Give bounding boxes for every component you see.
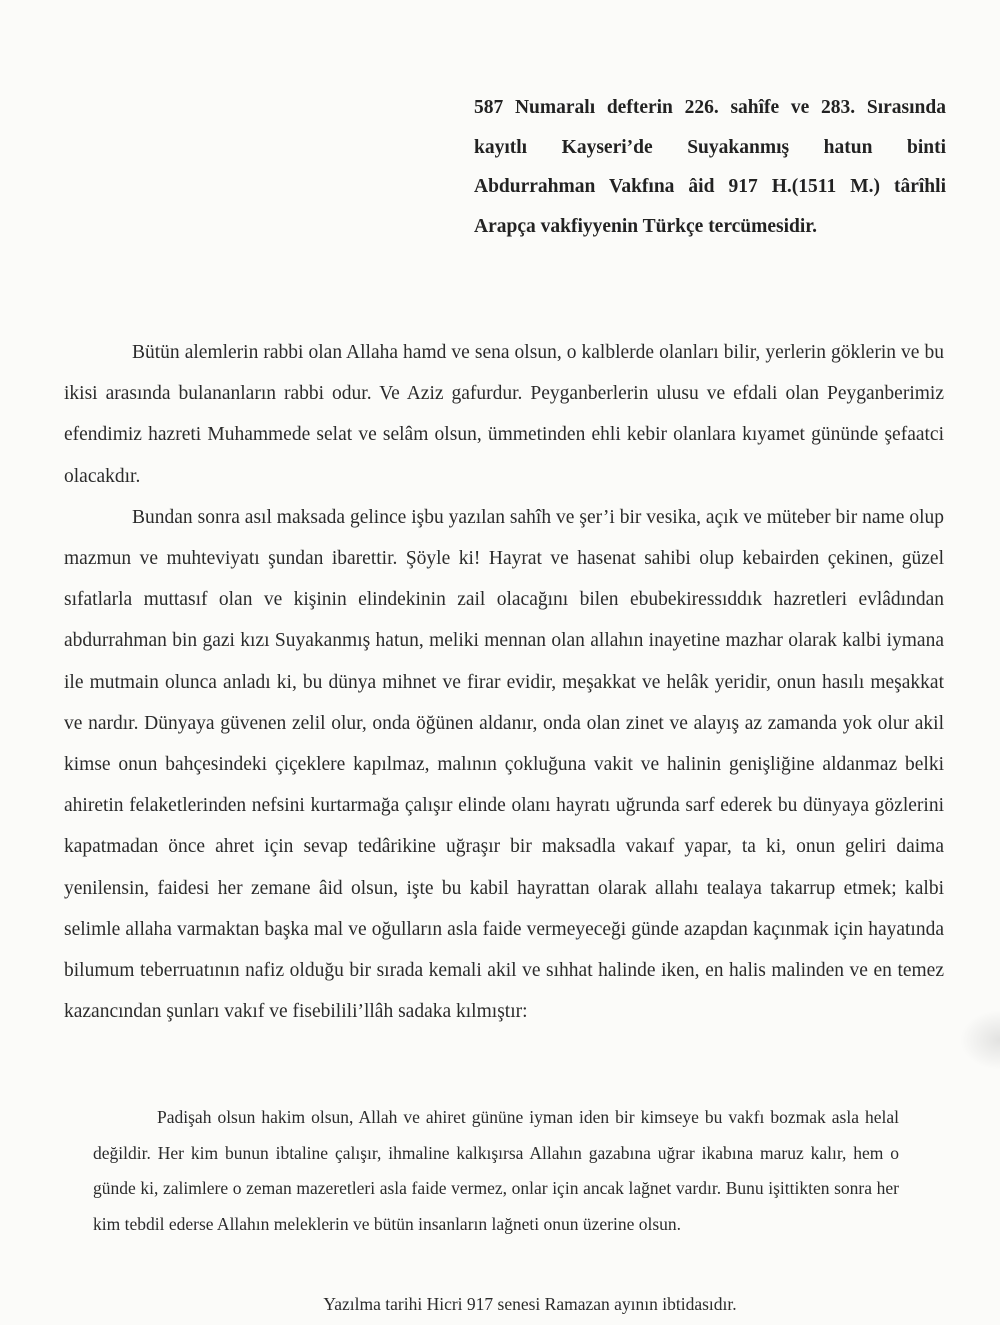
document-body <box>64 332 944 1032</box>
heading-text: 587 Numaralı defterin 226. sahîfe ve 283. Sırasında kayıtlı Kayseri’de Suyakanmış hatun binti Abdurrahman Vakfına âid 917 H.(1511 M.) târîhli Arapça vakfiyyenin Türkçe tercümesidir. <box>474 97 946 237</box>
curse-clause <box>93 1100 899 1242</box>
curse-clause-text: Padişah olsun hakim olsun, Allah ve ahiret gününe iyman iden bir kimseye bu vakfı bozmak asla helal değildir. Her kim bunun ibtaline çalışır, ihmaline kalkışırsa Allahın gazabına uğrar ikabına maruz kalır, hem o günde ki, zalimlere o zeman mazeretleri asla faide vermez, onlar için ancak lağnet vardır. Bunu işittikten sonra her kim tebdil ederse Allahın meleklerin ve bütün insanların lağneti onun üzerine olsun. <box>93 1107 899 1234</box>
body-paragraph-2: Bundan sonra asıl maksada gelince işbu yazılan sahîh ve şer’i bir vesika, açık ve müteber bir name olup mazmun ve muhteviyatı şundan ibarettir. Şöyle ki! Hayrat ve hasenat sahibi olup kebairden çekinen, güzel sıfatlarla muttasıf olan ve kişinin elindekinin zail olacağını bilen ebubekiressıddık hazretleri evlâdından abdurrahman bin gazi kızı Suyakanmış hatun, meliki mennan olan allahın inayetine mazhar olarak kalbi iymana ile mutmain olunca anladı ki, bu dünya mihnet ve firar evidir, meşakkat ve helâk yeridir, onun hasılı meşakkat ve nardır. Dünyaya güvenen zelil olur, onda öğünen aldanır, onda olan zinet ve alayış az zamanda yok olur akil kimse onun bahçesindeki çiçeklere kapılmaz, malının çokluğuna vakit ve halinin genişliğine aldanmaz belki ahiretin felaketlerinden nefsini kurtarmağa çalışır elinde olanı hayratı uğrunda sarf ederek bu dünyaya gözlerini kapatmadan önce ahret için sevap tedârikine uğraşır bir maksadla vakaıf yapar, ta ki, onun geliri daima yenilensin, faidesi her zemane âid olsun, işte bu kabil hayrattan olarak allahı tealaya takarrup etmek; kalbi selimle allaha varmaktan başka mal ve oğulların asla faide vermeyeceği günde azapdan kaçınmak için hayatında bilumum teberruatının nafiz olduğu bir sırada kemali akil ve sıhhat halinde iken, en halis malinden ve en temez kazancından şunları vakıf ve fisebilili’llâh sadaka kılmıştır: <box>64 506 944 1023</box>
scan-smudge <box>960 1010 1000 1070</box>
date-line: Yazılma tarihi Hicri 917 senesi Ramazan ayının ibtidasıdır. <box>323 1294 737 1314</box>
document-heading <box>474 88 946 246</box>
body-paragraph-1: Bütün alemlerin rabbi olan Allaha hamd ve sena olsun, o kalblerde olanları bilir, yerlerin göklerin ve bu ikisi arasında bulananların rabbi odur. Ve Aziz gafurdur. Peyganberlerin ulusu ve efdali olan Peyganberimiz efendimiz hazreti Muhammede selat ve selâm olsun, ümmetinden ehli kebir olanlara kıyamet gününde şefaatci olacakdır. <box>64 342 944 487</box>
